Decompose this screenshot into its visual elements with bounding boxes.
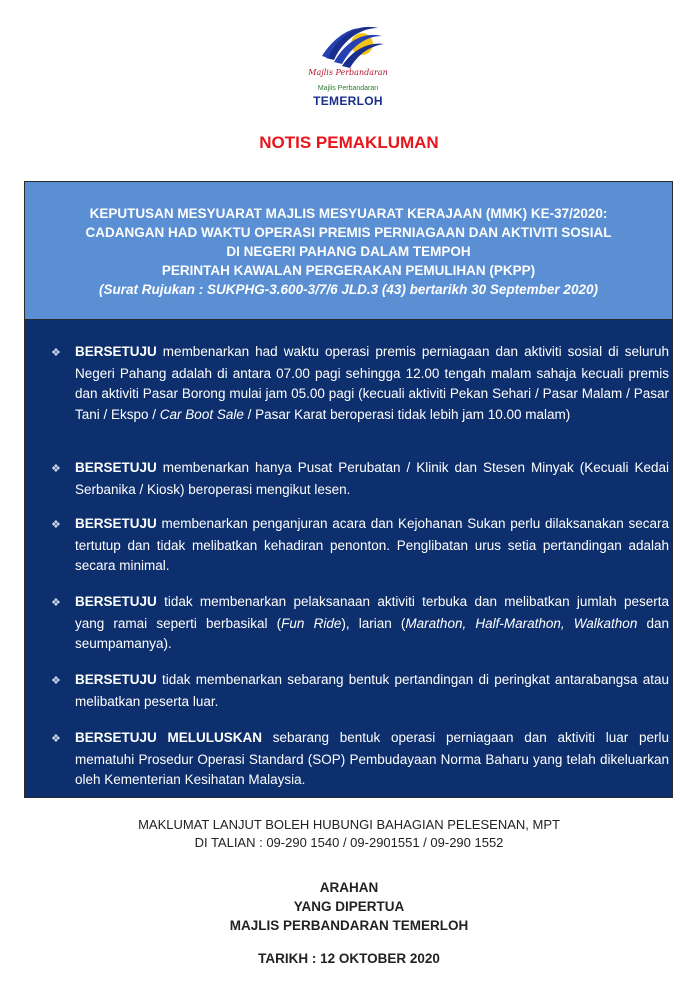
decision-keyword: BERSETUJU MELULUSKAN <box>75 730 262 745</box>
decision-keyword: BERSETUJU <box>75 594 157 609</box>
notice-title: NOTIS PEMAKLUMAN <box>259 133 439 152</box>
decision-italic: Marathon, Half-Marathon, Walkathon <box>405 615 638 631</box>
decision-item-sports-events <box>51 514 669 577</box>
diamond-bullet-icon: ❖ <box>51 347 61 359</box>
decision-italic: Fun Ride <box>281 615 342 631</box>
decision-keyword: BERSETUJU <box>75 344 157 359</box>
diamond-bullet-icon: ❖ <box>51 597 61 609</box>
contact-phone-line: DI TALIAN : 09-290 1540 / 09-2901551 / 09-290 1552 <box>194 835 504 850</box>
decision-item-medical-fuel <box>51 458 669 500</box>
swoosh-emblem-icon <box>296 22 400 74</box>
decision-keyword: BERSETUJU <box>75 460 157 475</box>
decision-header-box <box>24 181 673 320</box>
decisions-list-box <box>24 320 673 798</box>
diamond-bullet-icon: ❖ <box>51 675 61 687</box>
decision-keyword: BERSETUJU <box>75 516 157 531</box>
decision-text: / Pasar Karat beroperasi tidak lebih jam 10.00 malam) <box>243 406 571 422</box>
header-line-1: KEPUTUSAN MESYUARAT MAJLIS MESYUARAT KERAJAAN (MMK) KE-37/2020: <box>89 206 608 221</box>
decision-item-operating-hours <box>51 342 669 425</box>
header-line-4: PERINTAH KAWALAN PERGERAKAN PEMULIHAN (PKPP) <box>161 263 536 278</box>
contact-line-1: MAKLUMAT LANJUT BOLEH HUBUNGI BAHAGIAN PELESENAN, MPT <box>138 817 560 832</box>
decision-italic: Car Boot Sale <box>159 406 244 422</box>
issuer-line-3: MAJLIS PERBANDARAN TEMERLOH <box>229 918 469 933</box>
header-line-2: CADANGAN HAD WAKTU OPERASI PREMIS PERNIAGAAN DAN AKTIVITI SOSIAL <box>85 225 612 240</box>
decision-text: tidak membenarkan sebarang bentuk pertandingan di peringkat antarabangsa atau melibatkan peserta luar. <box>75 672 669 709</box>
logo-org-name: TEMERLOH <box>313 94 383 108</box>
decision-item-sop-compliance <box>51 728 669 791</box>
decision-text: membenarkan penganjuran acara dan Kejohanan Sukan perlu dilaksanakan secara tertutup dan tidak melibatkan kehadiran penonton. Penglibatan urus setia pertandingan adalah secara minimal. <box>75 516 669 573</box>
notice-date: TARIKH : 12 OKTOBER 2020 <box>258 951 440 966</box>
decision-text: sebarang bentuk operasi perniagaan dan aktiviti luar perlu mematuhi Prosedur Operasi Standard (SOP) Pembudayaan Norma Baharu yang telah dikeluarkan oleh Kementerian Kesihatan Malaysia. <box>75 730 669 787</box>
issuer-line-1: ARAHAN <box>319 880 379 895</box>
diamond-bullet-icon: ❖ <box>51 519 61 531</box>
decision-text: dan seumpamanya). <box>75 615 669 651</box>
municipal-logo <box>296 22 400 114</box>
decision-keyword: BERSETUJU <box>75 672 157 687</box>
decision-text: membenarkan hanya Pusat Perubatan / Klinik dan Stesen Minyak (Kecuali Kedai Serbanika / Kiosk) beroperasi mengikut lesen. <box>75 460 669 497</box>
reference-line: (Surat Rujukan : SUKPHG-3.600-3/7/6 JLD.3 (43) bertarikh 30 September 2020) <box>99 282 598 297</box>
contact-info <box>0 816 698 852</box>
decision-text: membenarkan had waktu operasi premis perniagaan dan aktiviti sosial di seluruh Negeri Pahang adalah di antara 07.00 pagi sehingga 12.00 tengah malam sahaja kecuali premis dan aktiviti Pasar Borong mulai jam 05.00 pagi (kecuali aktiviti Pekan Sehari / Pasar Malam / Pasar Tani / Ekspo / <box>75 344 669 422</box>
diamond-bullet-icon: ❖ <box>51 733 61 745</box>
decision-text: ), larian ( <box>341 615 406 631</box>
logo-script-text: Majlis Perbandaran <box>308 68 388 77</box>
decision-item-international-competition <box>51 670 669 712</box>
issuer-line-2: YANG DIPERTUA <box>293 899 405 914</box>
issuer-block <box>0 878 698 935</box>
diamond-bullet-icon: ❖ <box>51 463 61 475</box>
logo-org-small: Majlis Perbandaran <box>317 85 379 92</box>
header-line-3: DI NEGERI PAHANG DALAM TEMPOH <box>226 244 471 259</box>
decision-text: tidak membenarkan pelaksanaan aktiviti terbuka dan melibatkan jumlah peserta yang ramai seperti berbasikal ( <box>75 594 669 631</box>
decision-item-open-activities <box>51 592 669 655</box>
